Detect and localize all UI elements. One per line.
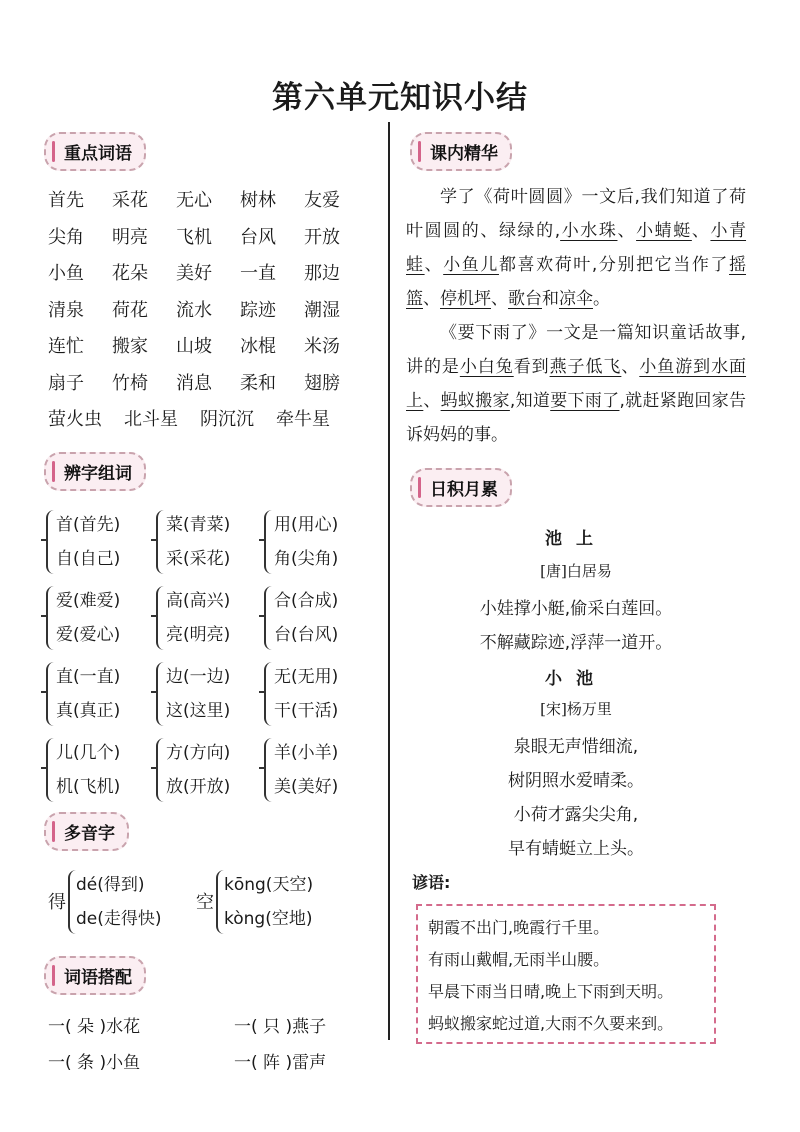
word: 竹椅 [112,372,148,394]
poem-line: 早有蜻蜓立上头。 [508,839,644,859]
proverb-box [416,904,716,1044]
proverb-line: 蚂蚁搬家蛇过道,大雨不久要来到。 [428,1014,674,1033]
char-pair: 直(一直) 真(真正) [46,660,120,728]
summary-paragraph-1: 学了《荷叶圆圆》一文后,我们知道了荷叶圆圆的、绿绿的,小水珠、小蜻蜓、小青蛙、小鱼儿都喜欢荷叶,分别把它当作了摇篮、停机坪、歌台和凉伞。 [406,187,747,309]
collocation-item: 一( 条 )小鱼 [48,1053,141,1073]
word: 美好 [176,263,212,284]
char-pair: 首(首先) 自(自己) [46,508,120,576]
word: 北斗星 [124,409,178,430]
char-pair: 用(用心) 角(尖角) [264,508,338,576]
proverb-line: 朝霞不出门,晚霞行千里。 [428,918,610,937]
char-pair: 羊(小羊) 美(美好) [264,736,338,804]
section-collocation: 词语搭配 [44,956,146,995]
proverb-label: 谚语: [412,873,451,892]
polyphone-reading: kōng(天空) [224,875,314,895]
proverb-line: 早晨下雨当日晴,晚上下雨到天明。 [428,982,674,1001]
word: 连忙 [48,336,84,357]
polyphone-reading: de(走得快) [76,909,162,929]
word: 搬家 [112,336,148,357]
collocation-item: 一( 只 )燕子 [234,1017,327,1037]
word: 明亮 [112,226,148,248]
word: 飞机 [176,226,212,248]
section-distinguish: 辨字组词 [44,452,146,491]
char-pair: 菜(青菜) 采(采花) [156,508,230,576]
poem-author: [宋]杨万里 [540,700,612,718]
word: 台风 [240,226,276,248]
poem-line: 小娃撑小艇,偷采白莲回。 [479,599,673,619]
word: 米汤 [304,336,340,357]
word: 翅膀 [304,372,340,394]
word: 萤火虫 [48,409,102,430]
polyphone-char: 空 [196,892,214,913]
word: 无心 [176,190,212,211]
word: 树林 [240,190,276,211]
poem-title: 池上 [545,529,607,549]
char-pair: 无(无用) 干(干活) [264,660,338,728]
word: 扇子 [48,372,84,394]
word: 牵牛星 [276,409,330,430]
char-pair: 方(方向) 放(开放) [156,736,230,804]
word: 流水 [176,299,212,321]
poem-line: 泉眼无声惜细流, [513,737,639,757]
column-divider [388,122,390,1040]
char-pair: 边(一边) 这(这里) [156,660,230,728]
poem-line: 不解藏踪迹,浮萍一道开。 [479,633,673,653]
polyphone-reading: kòng(空地) [224,909,313,929]
polyphone-char: 得 [48,892,66,913]
proverb-line: 有雨山戴帽,无雨半山腰。 [428,950,610,969]
collocation-item: 一( 阵 )雷声 [234,1053,327,1073]
section-accumulate: 日积月累 [410,468,512,507]
page-title: 第六单元知识小结 [272,80,528,116]
poem-line: 小荷才露尖尖角, [513,805,639,825]
char-pair: 爱(难爱) 爱(爱心) [46,584,120,652]
summary-paragraph-2: 《要下雨了》一文是一篇知识童话故事,讲的是小白兔看到燕子低飞、小鱼游到水面上、蚂蚁搬家,知道要下雨了,就赶紧跑回家告诉妈妈的事。 [406,323,747,445]
word: 友爱 [304,190,340,211]
word: 荷花 [112,299,148,321]
poem-line: 树阴照水爱晴柔。 [508,771,644,791]
word: 尖角 [48,226,84,248]
char-pair: 高(高兴) 亮(明亮) [156,584,230,652]
word: 消息 [176,372,212,394]
word: 冰棍 [240,336,276,357]
word: 阴沉沉 [200,409,254,430]
section-key-words: 重点词语 [44,132,146,171]
char-pair: 儿(几个) 机(飞机) [46,736,120,804]
word: 清泉 [48,299,84,321]
poem-author: [唐]白居易 [540,562,612,580]
word: 首先 [48,190,84,211]
char-pair: 合(合成) 台(台风) [264,584,338,652]
word: 柔和 [240,372,276,394]
word: 开放 [304,226,340,248]
word: 采花 [112,190,148,211]
word: 踪迹 [240,299,276,321]
word: 那边 [304,263,340,284]
polyphone-reading: dé(得到) [76,875,145,895]
word: 一直 [240,263,276,284]
word: 花朵 [112,263,148,284]
collocation-item: 一( 朵 )水花 [48,1017,141,1037]
word: 小鱼 [48,263,84,284]
word: 潮湿 [304,299,340,321]
poem-title: 小池 [545,669,607,689]
section-polyphone: 多音字 [44,812,129,851]
section-in-class: 课内精华 [410,132,512,171]
word: 山坡 [176,336,212,357]
